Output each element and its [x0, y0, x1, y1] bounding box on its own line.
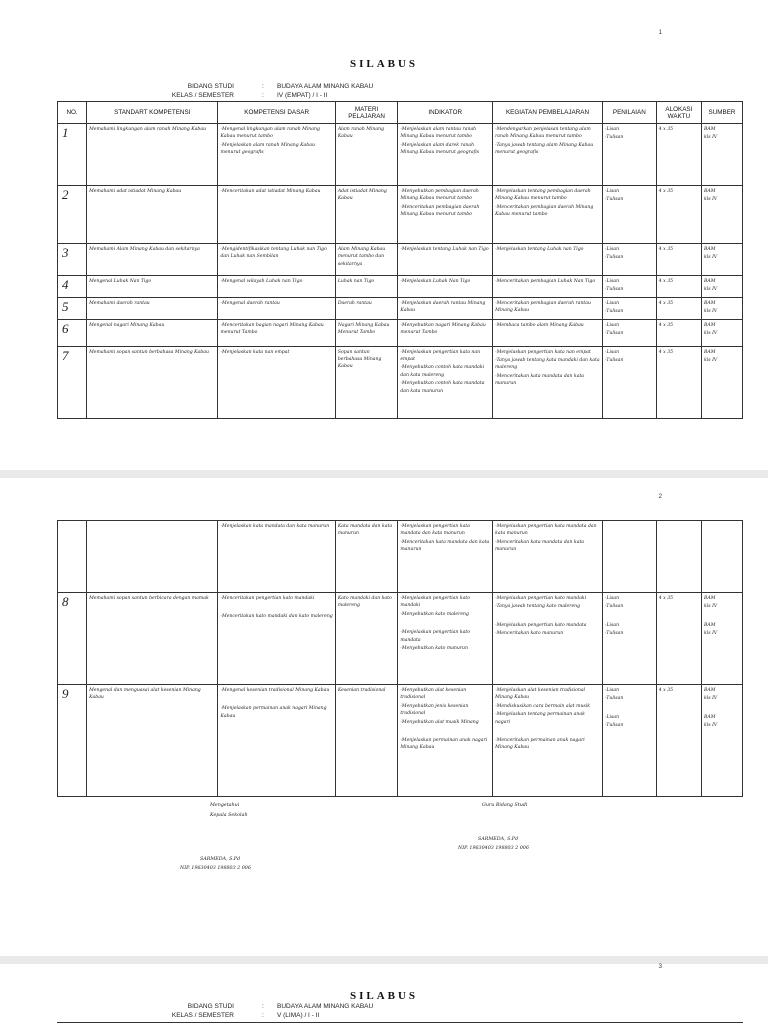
sumber-cell: [702, 124, 743, 186]
penilaian-cell: [602, 685, 656, 797]
cell-line: kls IV: [704, 331, 718, 337]
cell-line: -Menjelaskan permainan anak nagari Minang Kabau: [400, 738, 488, 751]
row-number: [58, 593, 87, 685]
indikator-cell: [398, 124, 493, 186]
cell-line: -Menjelaskan alam ranah Minang Kabau menurut geografis: [220, 142, 315, 156]
cell-line: -Lisan: [604, 189, 620, 194]
sumber-cell: [702, 186, 743, 244]
row-number-text: 4: [62, 277, 69, 292]
cell-line: -Lisan: [604, 247, 620, 252]
cell-line: -Lisan: [604, 127, 620, 132]
cell-line: -Menceritakan pembagian daerah rantau Minang Kabau: [495, 300, 591, 314]
document-meta: BIDANG STUDI : BUDAYA ALAM MINANG KABAU KELAS / SEMESTER : IV (EMPAT) / I - II: [154, 82, 554, 102]
row-number: [58, 521, 87, 593]
header-penilaian: PENILAIAN: [602, 102, 656, 124]
indikator-cell: [398, 297, 493, 319]
cell-line: -Menjelaskan pengertian kata mandata dan kata manurun: [400, 524, 470, 537]
cell-text: 4 x 35: [658, 279, 674, 284]
document-title: SILABUS: [349, 58, 419, 70]
row-number: [58, 297, 87, 319]
cell-line: -Tulisan: [604, 358, 624, 364]
cell-line: -Tulisan: [604, 631, 624, 637]
cell-text: Memahami daerah rantau: [89, 300, 150, 306]
sumber-cell: [702, 244, 743, 276]
table-row: [58, 685, 743, 797]
indikator-cell: [398, 186, 493, 244]
cell-text: 4 x 35: [658, 127, 674, 132]
cell-line: BAM: [704, 622, 716, 628]
cell-text: Mengenal dan menguasai alat kesenian Minang Kabau: [89, 688, 201, 701]
cell-line: BAM: [704, 127, 716, 132]
table-row: [58, 521, 743, 593]
cell-text: Sopan santun berbahasa Minang Kabau: [337, 349, 382, 370]
cell-line: kls IV: [704, 604, 718, 610]
cell-line: -Menceritakan pembagian Luhak Nan Tigo: [495, 279, 596, 284]
cell-line: -Menyebutkan jenis kesenian tradisional: [400, 703, 469, 717]
header-kegiatan-pembelajaran: KEGIATAN PEMBELAJARAN: [493, 102, 603, 124]
cell-line: -Menjelaskan pengertian kato mandaki: [400, 596, 470, 609]
bidang-studi-value: BUDAYA ALAM MINANG KABAU: [277, 1003, 374, 1010]
row-number-text: 2: [62, 187, 69, 202]
indikator-cell: [398, 346, 493, 418]
alokasi-waktu-cell: [656, 186, 701, 244]
cell-text: Luhak nan Tigo: [337, 279, 375, 284]
cell-line: -Mengenal wilayah Luhak nan Tigo: [220, 279, 303, 284]
kelas-semester-label: KELAS / SEMESTER: [171, 1012, 234, 1019]
kompetensi-dasar-cell: [218, 297, 335, 319]
penilaian-cell: [602, 521, 656, 593]
cell-line: BAM: [704, 349, 716, 355]
cell-text: Adat istiadat Minang Kabau: [337, 189, 387, 202]
materi-cell: [335, 346, 397, 418]
header-kompetensi-dasar: KOMPETENSI DASAR: [218, 102, 335, 124]
cell-line: -Menceritakan pembagian daerah Minang Kabau menurut tambo: [400, 204, 480, 218]
signature-right-nip: NIP. 19630403 198803 2 006: [458, 846, 529, 851]
kegiatan-cell: [493, 244, 603, 276]
row-number-text: 3: [62, 245, 69, 260]
cell-line: -Menjelaskan alam darek ranah Minang Kabau menurut geografis: [400, 142, 479, 156]
cell-text: 4 x 35: [658, 189, 674, 194]
document-title: SILABUS: [349, 990, 419, 1002]
cell-text: 4 x 35: [658, 247, 674, 252]
standart-kompetensi-cell: [87, 685, 218, 797]
cell-line: -Tanya jawab tentang alam Minang Kabau menurut geografis: [495, 142, 594, 156]
cell-line: -Lisan: [604, 596, 620, 601]
indikator-cell: [398, 593, 493, 685]
materi-cell: [335, 685, 397, 797]
alokasi-waktu-cell: [656, 593, 701, 685]
standart-kompetensi-cell: [87, 276, 218, 298]
sumber-cell: [702, 319, 743, 346]
document-meta: BIDANG STUDI : BUDAYA ALAM MINANG KABAU KELAS / SEMESTER : V (LIMA) / I - II: [154, 1002, 554, 1022]
alokasi-waktu-cell: [656, 244, 701, 276]
kompetensi-dasar-cell: [218, 244, 335, 276]
cell-line: -Tulisan: [604, 197, 624, 203]
materi-cell: [335, 186, 397, 244]
kompetensi-dasar-cell: [218, 521, 335, 593]
signature-right-name: SARMEDA, S.Pd: [478, 837, 519, 842]
header-no: NO.: [58, 102, 87, 124]
cell-line: -Tulisan: [604, 331, 624, 337]
alokasi-waktu-cell: [656, 124, 701, 186]
cell-line: -Mengenal kesenian tradisional Minang Kabau: [220, 688, 330, 693]
row-number-text: 9: [62, 686, 69, 701]
cell-text: Memahami Alam Minang Kabau dan sekitarnya: [89, 247, 200, 252]
cell-line: -Menyebutkan pembagian daerah Minang Kabau menurut tambo: [400, 189, 479, 202]
cell-line: kls IV: [704, 309, 718, 315]
alokasi-waktu-cell: [656, 297, 701, 319]
cell-line: -Menjelaskan alat kesenian tradisional Minang Kabau: [495, 688, 586, 701]
kompetensi-dasar-cell: [218, 593, 335, 685]
table-header-row: [58, 102, 743, 124]
signature-kepala-sekolah: Kepala Sekolah: [210, 813, 248, 818]
cell-text: Daerah rantau: [337, 300, 372, 306]
signature-mengetahui: Mengetahui: [210, 803, 240, 808]
row-number: [58, 346, 87, 418]
sumber-cell: [702, 276, 743, 298]
kompetensi-dasar-cell: [218, 276, 335, 298]
kelas-semester-value: IV (EMPAT) / I - II: [277, 92, 328, 99]
indikator-cell: [398, 244, 493, 276]
cell-line: BAM: [704, 322, 716, 328]
cell-line: -Menjelaskan tentang Luhak nan Tigo: [495, 247, 584, 252]
cell-text: Alam ranah Minang Kabau: [337, 127, 385, 140]
page-number: 3: [658, 964, 662, 970]
table-row: [58, 124, 743, 186]
cell-line: -Menjelaskan kata nan empat: [220, 349, 290, 355]
kompetensi-dasar-cell: [218, 319, 335, 346]
cell-text: Alam Minang Kabau menurut tambo dan sekitarnya: [337, 247, 386, 267]
table-row: [58, 346, 743, 418]
row-number-text: 1: [62, 125, 69, 140]
cell-line: -Mengenal daerah rantau: [220, 300, 280, 306]
cell-line: -Menjelaskan pengertian kato mandata: [495, 622, 587, 628]
table-top-border: [57, 1022, 743, 1023]
penilaian-cell: [602, 244, 656, 276]
penilaian-cell: [602, 346, 656, 418]
kegiatan-cell: [493, 276, 603, 298]
header-standart-kompetensi: STANDART KOMPETENSI: [87, 102, 218, 124]
cell-line: -Tulisan: [604, 604, 624, 610]
cell-line: -Lisan: [604, 688, 620, 693]
cell-text: 4 x 35: [658, 688, 674, 693]
cell-text: Memahami lingkungan alam ranah Minang Kabau: [89, 127, 207, 132]
bidang-studi-label: BIDANG STUDI: [187, 1003, 234, 1010]
table-row: [58, 186, 743, 244]
cell-line: -Menjelaskan permainan anak nagari Minang Kabau: [220, 706, 327, 719]
kompetensi-dasar-cell: [218, 346, 335, 418]
cell-line: BAM: [704, 247, 716, 252]
cell-line: -Lisan: [604, 279, 620, 284]
kegiatan-cell: [493, 297, 603, 319]
sumber-cell: [702, 297, 743, 319]
row-number: [58, 276, 87, 298]
cell-line: -Menceritakan pengertian kato mandaki: [220, 596, 315, 601]
cell-line: -Tulisan: [604, 135, 624, 141]
syllabus-table: [57, 101, 743, 419]
cell-line: -Lisan: [604, 714, 620, 720]
materi-cell: [335, 319, 397, 346]
penilaian-cell: [602, 124, 656, 186]
table-row: [58, 276, 743, 298]
cell-line: -Menyebutkan contoh kata mandaki dan kata malereng: [400, 365, 485, 378]
header-indikator: INDIKATOR: [398, 102, 493, 124]
indikator-cell: [398, 521, 493, 593]
materi-cell: [335, 297, 397, 319]
alokasi-waktu-cell: [656, 346, 701, 418]
standart-kompetensi-cell: [87, 244, 218, 276]
alokasi-waktu-cell: [656, 685, 701, 797]
kompetensi-dasar-cell: [218, 685, 335, 797]
penilaian-cell: [602, 319, 656, 346]
sumber-cell: [702, 346, 743, 418]
cell-line: kls IV: [704, 696, 718, 702]
penilaian-cell: [602, 593, 656, 685]
kompetensi-dasar-cell: [218, 186, 335, 244]
alokasi-waktu-cell: [656, 276, 701, 298]
kelas-semester-label: KELAS / SEMESTER: [171, 92, 234, 99]
cell-line: -Menjelaskan kata mandata dan kata manurun: [220, 524, 330, 529]
cell-text: Kato mandaki dan kato malereng: [337, 596, 392, 609]
header-materi-pelajaran: MATERI PELAJARAN: [335, 102, 397, 124]
standart-kompetensi-cell: [87, 297, 218, 319]
cell-line: BAM: [704, 596, 716, 601]
cell-line: -Lisan: [604, 349, 620, 355]
cell-text: Kesenian tradisional: [337, 688, 386, 693]
header-alokasi-waktu: ALOKASI WAKTU: [656, 102, 701, 124]
penilaian-cell: [602, 297, 656, 319]
alokasi-waktu-cell: [656, 319, 701, 346]
row-number: [58, 124, 87, 186]
row-number-text: 7: [62, 347, 69, 363]
cell-line: -Menceritakan bagian nagari Minang Kabau menurut Tambo: [220, 322, 324, 336]
kegiatan-cell: [493, 319, 603, 346]
cell-line: -Menyebutkan contoh kata mandata dan kata manurun: [400, 381, 485, 394]
cell-text: Memahami adat istiadat Minang Kabau: [89, 189, 182, 194]
cell-line: -Menjelaskan pengertian kato mandaki: [495, 596, 587, 601]
cell-line: -Mengidentifikasikan tentang Luhak nan Tigo dan Luhak nan Sembilan: [220, 247, 327, 260]
cell-line: -Menyebutkan kato malereng: [400, 611, 469, 617]
penilaian-cell: [602, 276, 656, 298]
penilaian-cell: [602, 186, 656, 244]
syllabus-table-continued: [57, 520, 743, 797]
cell-line: -Menyebutkan nagari Minang Kabau menurut Tambo: [400, 322, 486, 336]
header-sumber: SUMBER: [702, 102, 743, 124]
cell-line: kls IV: [704, 358, 718, 364]
table-row: [58, 593, 743, 685]
cell-line: kls IV: [704, 631, 718, 637]
kegiatan-cell: [493, 186, 603, 244]
row-number: [58, 319, 87, 346]
cell-line: -Menjelaskan Luhak Nan Tigo: [400, 279, 471, 284]
page-number: 1: [658, 30, 662, 36]
kegiatan-cell: [493, 124, 603, 186]
kompetensi-dasar-cell: [218, 124, 335, 186]
cell-text: Mengenal nagari Minang Kabau: [89, 322, 165, 328]
cell-line: -Menceritakan pembagian daerah Minang Kabau menurut tambo: [495, 204, 594, 218]
cell-text: Kata mandata dan kata manurun: [337, 524, 393, 537]
cell-line: -Menceritakan kata mandata dan kata manurun: [400, 539, 490, 553]
cell-text: 4 x 35: [658, 322, 674, 328]
table-row: [58, 244, 743, 276]
cell-line: -Mendengarkan penjelasan tentang alam ranah Minang Kabau menurut tambo: [495, 127, 591, 140]
signature-left-nip: NIP. 19630403 198803 2 006: [180, 866, 251, 871]
cell-line: -Menceritakan adat istiadat Minang Kabau: [220, 189, 321, 194]
cell-text: 4 x 35: [658, 300, 674, 306]
cell-line: -Menyebutkan kato manurun: [400, 646, 468, 652]
indikator-cell: [398, 276, 493, 298]
row-number: [58, 186, 87, 244]
cell-line: -Mendiskusikan cara bermain alat musik: [495, 703, 591, 709]
indikator-cell: [398, 319, 493, 346]
standart-kompetensi-cell: [87, 124, 218, 186]
cell-line: -Tulisan: [604, 696, 624, 702]
kegiatan-cell: [493, 593, 603, 685]
cell-text: Mengenal Luhak Nan Tigo: [89, 279, 152, 284]
cell-line: -Menjelaskan tentang permainan anak nagari: [495, 712, 585, 725]
sumber-cell: [702, 521, 743, 593]
cell-line: BAM: [704, 300, 716, 306]
standart-kompetensi-cell: [87, 593, 218, 685]
cell-line: -Membaca tambo alam Minang Kabau: [495, 322, 584, 328]
cell-line: -Menjelaskan pengertian kato mandata: [400, 630, 470, 643]
cell-line: -Menjelaskan tentang Luhak nan Tigo: [400, 247, 489, 252]
cell-line: -Menjelaskan pengertian kata nan empat: [400, 349, 481, 363]
sumber-cell: [702, 593, 743, 685]
cell-text: Nagari Minang Kabau Menurut Tambo: [337, 322, 390, 336]
cell-line: -Menceritakan kata mandata dan kata manurun: [495, 539, 585, 553]
cell-line: -Tanya jawab tentang kata mandaki dan kata malereng: [495, 358, 600, 371]
cell-line: -Menceritakan permainan anak nagari Minang Kabau: [495, 738, 585, 751]
page-1: [0, 0, 768, 470]
sumber-cell: [702, 685, 743, 797]
cell-line: -Tulisan: [604, 309, 624, 315]
cell-line: -Tulisan: [604, 255, 624, 261]
cell-line: kls IV: [704, 723, 718, 729]
cell-line: BAM: [704, 688, 716, 693]
cell-text: 4 x 35: [658, 349, 674, 355]
indikator-cell: [398, 685, 493, 797]
cell-text: 4 x 35: [658, 596, 674, 601]
cell-line: -Tulisan: [604, 723, 624, 729]
cell-line: -Menceritakan kata mandata dan kata manurun: [495, 373, 585, 387]
cell-text: Memahami sopan santun berbahasa Minang Kabau: [89, 349, 209, 355]
cell-line: -Menjelaskan daerah rantau Minang Kabau: [400, 300, 486, 314]
row-number-text: 6: [62, 320, 69, 336]
cell-line: -Tanya jawab tentang kato malereng: [495, 604, 581, 610]
materi-cell: [335, 124, 397, 186]
cell-line: BAM: [704, 714, 716, 720]
cell-line: -Menjelaskan pengertian kata nan empat: [495, 349, 591, 355]
standart-kompetensi-cell: [87, 319, 218, 346]
row-number: [58, 244, 87, 276]
cell-line: kls IV: [704, 135, 718, 141]
row-number-text: 8: [62, 594, 69, 609]
standart-kompetensi-cell: [87, 186, 218, 244]
cell-line: -Lisan: [604, 300, 620, 306]
cell-line: -Mengenal lingkungan alam ranah Minang Kabau menurut tambo: [220, 127, 320, 140]
row-number-text: 5: [62, 298, 69, 314]
kegiatan-cell: [493, 346, 603, 418]
cell-line: -Menjelaskan pengertian kata mandata dan kata manurun: [495, 524, 597, 537]
cell-line: -Menjelaskan alam rantau ranah Minang Kabau menurut tambo: [400, 127, 477, 140]
row-number: [58, 685, 87, 797]
cell-line: -Lisan: [604, 622, 620, 628]
table-row: [58, 297, 743, 319]
alokasi-waktu-cell: [656, 521, 701, 593]
page-2: [0, 478, 768, 956]
standart-kompetensi-cell: [87, 521, 218, 593]
bidang-studi-value: BUDAYA ALAM MINANG KABAU: [277, 83, 374, 90]
kegiatan-cell: [493, 685, 603, 797]
signature-left-name: SARMEDA, S.Pd: [200, 857, 241, 862]
cell-line: -Menyebutkan alat kesenian tradisional: [400, 688, 467, 701]
page-3: [0, 964, 768, 1024]
cell-line: -Tulisan: [604, 287, 624, 293]
cell-line: BAM: [704, 279, 716, 284]
materi-cell: [335, 521, 397, 593]
materi-cell: [335, 276, 397, 298]
cell-line: BAM: [704, 189, 716, 194]
kegiatan-cell: [493, 521, 603, 593]
cell-line: -Lisan: [604, 322, 620, 328]
cell-line: -Menjelaskan tentang pembagian daerah Minang Kabau menurut tambo: [495, 189, 591, 202]
bidang-studi-label: BIDANG STUDI: [187, 83, 234, 90]
cell-line: -Menceritakan kato manurun: [495, 631, 564, 637]
cell-line: -Menyebutkan alat musik Minang: [400, 719, 479, 725]
cell-line: kls IV: [704, 197, 718, 203]
signature-guru-bidang-studi: Guru Bidang Studi: [482, 803, 528, 808]
materi-cell: [335, 244, 397, 276]
page-number: 2: [658, 494, 662, 500]
cell-line: kls IV: [704, 255, 718, 261]
cell-line: kls IV: [704, 287, 718, 293]
standart-kompetensi-cell: [87, 346, 218, 418]
table-row: [58, 319, 743, 346]
kelas-semester-value: V (LIMA) / I - II: [277, 1012, 320, 1019]
materi-cell: [335, 593, 397, 685]
cell-text: Memahami sopan santun berbicara dengan mamak: [89, 596, 209, 601]
cell-line: -Menceritakan kato mandaki dan kato malereng: [220, 614, 333, 620]
